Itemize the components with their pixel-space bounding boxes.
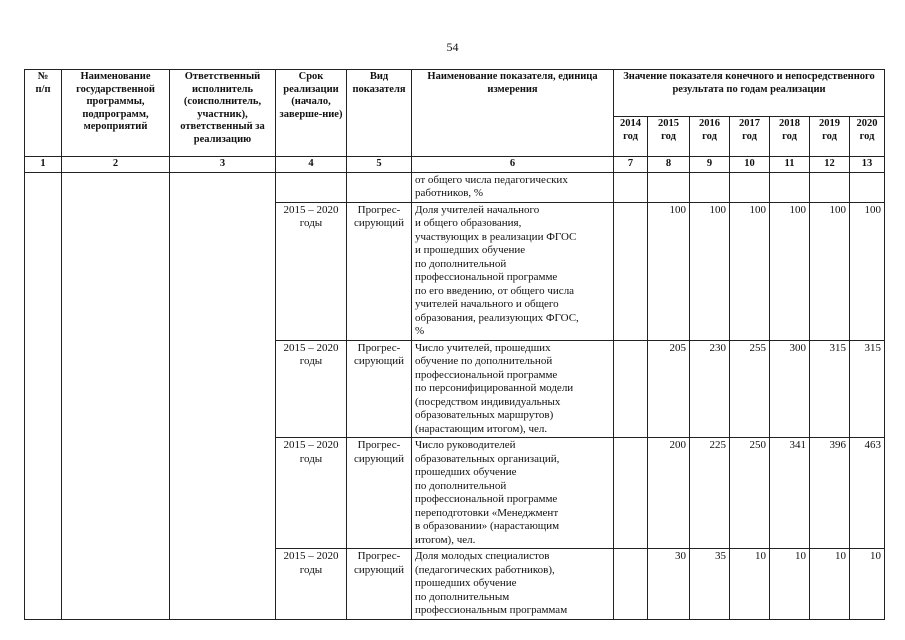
header-year: 2017 год — [730, 117, 770, 157]
cell-indicator-type: Прогрес-сирующий — [347, 340, 412, 438]
cell-program — [62, 172, 170, 619]
cell-value — [614, 549, 648, 620]
table-row — [25, 172, 885, 202]
cell-value: 396 — [810, 438, 850, 549]
header-year: 2014 год — [614, 117, 648, 157]
cell-indicator-continued: от общего числа педагогических работников, % — [412, 172, 614, 202]
cell-value: 100 — [648, 202, 690, 340]
header-executor: Ответственный исполнитель (соисполнитель, участник), ответственный за реализацию — [170, 70, 276, 157]
column-number: 9 — [690, 157, 730, 173]
header-year: 2020 год — [850, 117, 885, 157]
header-program: Наименование государственной программы, подпрограмм, мероприятий — [62, 70, 170, 157]
cell-value: 200 — [648, 438, 690, 549]
cell-value: 10 — [770, 549, 810, 620]
cell-period: 2015 – 2020 годы — [276, 549, 347, 620]
cell-value: 10 — [850, 549, 885, 620]
header-period: Срок реализации (начало, заверше-ние) — [276, 70, 347, 157]
cell-value: 100 — [810, 202, 850, 340]
cell-value: 205 — [648, 340, 690, 438]
indicators-table — [24, 69, 885, 620]
cell-value: 100 — [690, 202, 730, 340]
cell-value: 315 — [810, 340, 850, 438]
column-number: 13 — [850, 157, 885, 173]
column-number: 6 — [412, 157, 614, 173]
column-number: 10 — [730, 157, 770, 173]
column-number: 2 — [62, 157, 170, 173]
cell-value: 463 — [850, 438, 885, 549]
cell-value: 100 — [730, 202, 770, 340]
cell-period — [276, 172, 347, 202]
cell-indicator-type: Прогрес-сирующий — [347, 438, 412, 549]
cell-indicator-name: Доля учителей начального и общего образования, участвующих в реализации ФГОС и прошедших обучение по дополнительной профессиональной программе по его введению, от общего числа учителей начального и общего образования, реализующих ФГОС, % — [412, 202, 614, 340]
cell-indicator-type — [347, 172, 412, 202]
column-number: 1 — [25, 157, 62, 173]
column-number: 5 — [347, 157, 412, 173]
header-year: 2016 год — [690, 117, 730, 157]
column-number: 3 — [170, 157, 276, 173]
cell-value: 100 — [850, 202, 885, 340]
cell-value: 10 — [730, 549, 770, 620]
cell-value: 35 — [690, 549, 730, 620]
header-values-group: Значение показателя конечного и непосредственного результата по годам реализации — [614, 70, 885, 117]
cell-indicator-name: Число руководителей образовательных организаций, прошедших обучение по дополнительной профессиональной программе переподготовки «Менеджмент в образовании» (нарастающим итогом), чел. — [412, 438, 614, 549]
column-number: 4 — [276, 157, 347, 173]
cell-value — [614, 340, 648, 438]
column-number: 8 — [648, 157, 690, 173]
cell-indicator-name: Доля молодых специалистов (педагогических работников), прошедших обучение по дополнительным профессиональным программам — [412, 549, 614, 620]
cell-executor — [170, 172, 276, 619]
cell-value: 30 — [648, 549, 690, 620]
header-year: 2019 год — [810, 117, 850, 157]
cell-value: 255 — [730, 340, 770, 438]
header-year: 2018 год — [770, 117, 810, 157]
cell-indicator-type: Прогрес-сирующий — [347, 549, 412, 620]
cell-number — [25, 172, 62, 619]
cell-value: 315 — [850, 340, 885, 438]
cell-value: 100 — [770, 202, 810, 340]
cell-value: 250 — [730, 438, 770, 549]
column-number: 7 — [614, 157, 648, 173]
column-number: 12 — [810, 157, 850, 173]
header-indicator-type: Вид показателя — [347, 70, 412, 157]
header-year: 2015 год — [648, 117, 690, 157]
cell-value: 341 — [770, 438, 810, 549]
cell-indicator-name: Число учителей, прошедших обучение по дополнительной профессиональной программе по персонифицированной модели (посредством индивидуальных образовательных маршрутов) (нарастающим итогом), чел. — [412, 340, 614, 438]
cell-value: 230 — [690, 340, 730, 438]
header-number: № п/п — [25, 70, 62, 157]
cell-indicator-type: Прогрес-сирующий — [347, 202, 412, 340]
cell-value: 225 — [690, 438, 730, 549]
cell-period: 2015 – 2020 годы — [276, 438, 347, 549]
cell-value — [614, 202, 648, 340]
cell-value — [614, 438, 648, 549]
column-number: 11 — [770, 157, 810, 173]
header-indicator-name: Наименование показателя, единица измерения — [412, 70, 614, 157]
cell-period: 2015 – 2020 годы — [276, 202, 347, 340]
cell-value: 10 — [810, 549, 850, 620]
cell-value: 300 — [770, 340, 810, 438]
page-number: 54 — [446, 40, 459, 54]
cell-period: 2015 – 2020 годы — [276, 340, 347, 438]
